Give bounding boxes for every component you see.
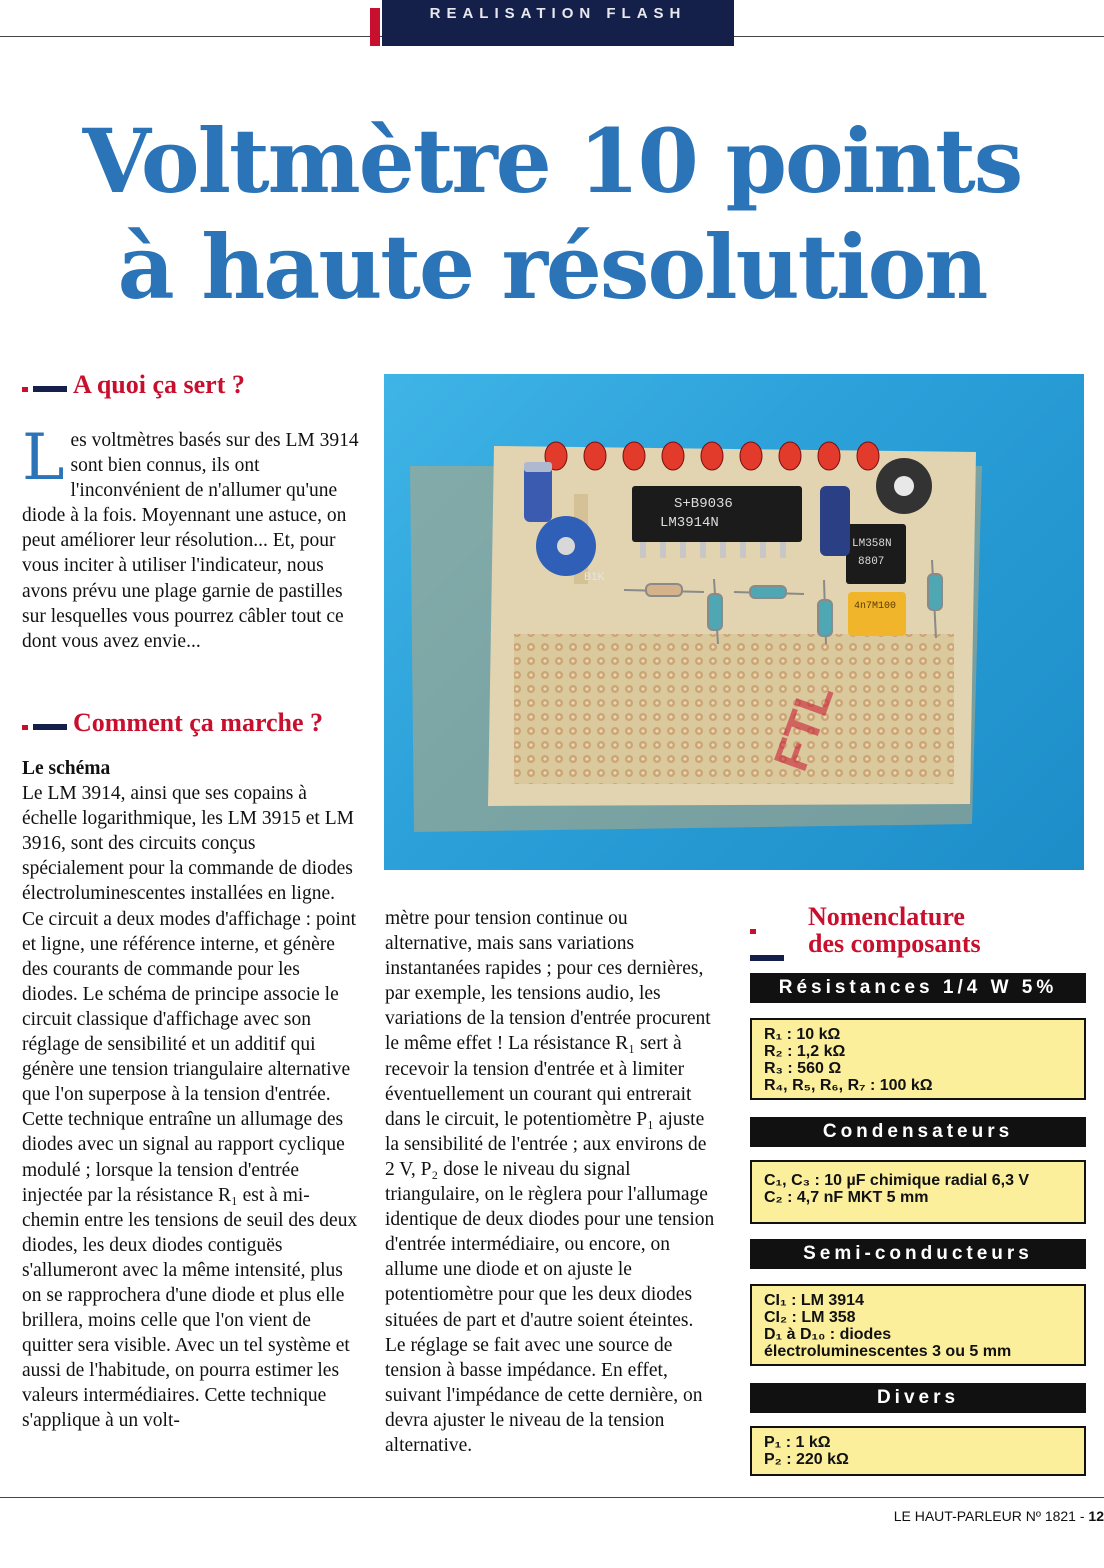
chip1-text-1: S+B9036 xyxy=(674,496,733,512)
schema-text-col2: mètre pour tension continue ou alternative, mais sans variations instantanées rapides ; pour ces dernières, par exemple, les tensions audio, les variations de la tension d'entrée procurent le même effet ! La résistance R₁ sert à recevoir la tension d'entrée et à limiter éventuellement un courant qui entrerait dans le circuit, le potentiomètre P₁ ajuste la sensibilité de l'entrée ; aux environs de 2 V, P₂ dose le niveau du signal triangulaire, on le règlera pour l'allumage identique de deux diodes pour une tension d'entrée intermédiaire, ou encore, on allume une diode et on ajuste le potentiomètre pour que les deux diodes situées de part et d'autre soient éteintes. Le réglage se fait avec une source de tension à basse impédance. En effet, suivant l'impédance de cette dernière, on devra ajuster le niveau de la tension alternative. xyxy=(385,908,715,1456)
component-item: CI₁ : LM 3914 xyxy=(764,1292,864,1309)
section-marker-icon xyxy=(22,373,67,401)
title-line-2: à haute résolution xyxy=(117,215,987,319)
chip2-text-1: LM358N xyxy=(852,538,892,550)
chip-lm358 xyxy=(846,524,906,584)
divers-box xyxy=(750,1426,1086,1476)
component-item: R₃ : 560 Ω xyxy=(764,1060,842,1077)
nomenclature-line-2: des composants xyxy=(808,929,981,958)
rubric-band xyxy=(382,0,734,46)
condensateurs-title: Condensateurs xyxy=(750,1117,1086,1147)
pcb-illustration xyxy=(384,374,1084,870)
section-marker-icon xyxy=(750,915,784,969)
resistances-title: Résistances 1/4 W 5% xyxy=(750,973,1086,1003)
component-item: R₂ : 1,2 kΩ xyxy=(764,1043,846,1060)
component-item: P₂ : 220 kΩ xyxy=(764,1451,849,1468)
component-item: D₁ à D₁₀ : diodes xyxy=(764,1326,892,1343)
section-title-comment: Comment ça marche ? xyxy=(73,708,324,737)
header-red-mark xyxy=(370,8,380,46)
section-marker-icon xyxy=(22,711,67,739)
schema-subhead: Le schéma xyxy=(22,758,111,779)
resistances-box xyxy=(750,1018,1086,1100)
section-head-comment xyxy=(22,709,323,739)
rubric-label: REALISATION FLASH xyxy=(429,5,687,22)
section-head-quoi xyxy=(22,371,245,401)
led-row xyxy=(545,442,879,470)
capacitor-c2 xyxy=(848,592,906,636)
intro-text: es voltmètres basés sur des LM 3914 sont bien connus, ils ont l'inconvénient de n'allumer qu'une diode à la fois. Moyennant une astuce, on peut améliorer leur résolution... Et, pour vous inciter à utiliser l'indicateur, nous avons prévu une plage garnie de pastilles sur lesquelles vous pourrez câbler tout ce dont vous avez envie... xyxy=(22,430,359,652)
footer-page-number: 12 xyxy=(1088,1508,1104,1524)
component-item: P₁ : 1 kΩ xyxy=(764,1434,831,1451)
nomenclature-line-1: Nomenclature xyxy=(808,902,965,931)
cap-label: 4n7M100 xyxy=(854,601,897,612)
section-title-quoi: A quoi ça sert ? xyxy=(73,370,245,399)
divers-title: Divers xyxy=(750,1383,1086,1413)
component-item: C₁, C₃ : 10 µF chimique radial 6,3 V xyxy=(764,1172,1030,1189)
component-item: CI₂ : LM 358 xyxy=(764,1309,856,1326)
capacitor-c3 xyxy=(820,486,850,556)
component-item: C₂ : 4,7 nF MKT 5 mm xyxy=(764,1189,929,1206)
chip-lm3914 xyxy=(632,486,802,542)
footer-rule xyxy=(0,1497,1104,1498)
schema-column-2 xyxy=(385,906,715,1458)
component-item: R₄, R₅, R₆, R₇ : 100 kΩ xyxy=(764,1077,933,1094)
component-item: R₁ : 10 kΩ xyxy=(764,1026,841,1043)
schema-text-col1: Le LM 3914, ainsi que ses copains à échelle logarithmique, les LM 3915 et LM 3916, sont des circuits conçus spécialement pour la commande de diodes électroluminescentes installées en ligne. Ce circuit a deux modes d'affichage : point et ligne, une référence interne, et génère des courants de commande pour les diodes. Le schéma de principe associe le circuit classique d'affichage avec son réglage de sensibilité et un additif qui génère une tension triangulaire alternative que l'on superpose à la tension d'entrée. Cette technique entraîne un allumage des diodes avec un signal au rapport cyclique modulé ; lorsque la tension d'entrée injectée par la résistance R₁ est à mi-chemin entre les tensions de seuil des deux diodes, les deux diodes contiguës s'allumeront avec la même intensité, plus on se rapprochera d'une diode et plus elle brillera, moins celle que l'on vient de quitter sera visible. Avec un tel système et aussi de l'habitude, on pourra estimer les valeurs intermédiaires. Cette technique s'applique à un volt- xyxy=(22,783,358,1432)
title-line-1: Voltmètre 10 points xyxy=(82,109,1022,213)
page-footer xyxy=(894,1508,1104,1524)
circuit-photo xyxy=(384,374,1084,870)
article-title xyxy=(0,108,1104,320)
component-item: électroluminescentes 3 ou 5 mm xyxy=(764,1343,1012,1360)
footer-magazine: LE HAUT-PARLEUR Nº 1821 - xyxy=(893,1508,1085,1524)
chip2-text-2: 8807 xyxy=(858,556,885,568)
svg-text:FTL: FTL xyxy=(764,676,845,778)
pad-area xyxy=(514,634,954,784)
dropcap-letter: L xyxy=(22,421,65,495)
intro-paragraph xyxy=(22,421,360,654)
condensateurs-box xyxy=(750,1160,1086,1224)
semi-conducteurs-box xyxy=(750,1284,1086,1366)
semi-conducteurs-title: Semi-conducteurs xyxy=(750,1239,1086,1269)
pot-label: B1K xyxy=(584,571,605,583)
chip1-text-2: LM3914N xyxy=(660,515,719,531)
schema-column-1 xyxy=(22,756,358,1434)
